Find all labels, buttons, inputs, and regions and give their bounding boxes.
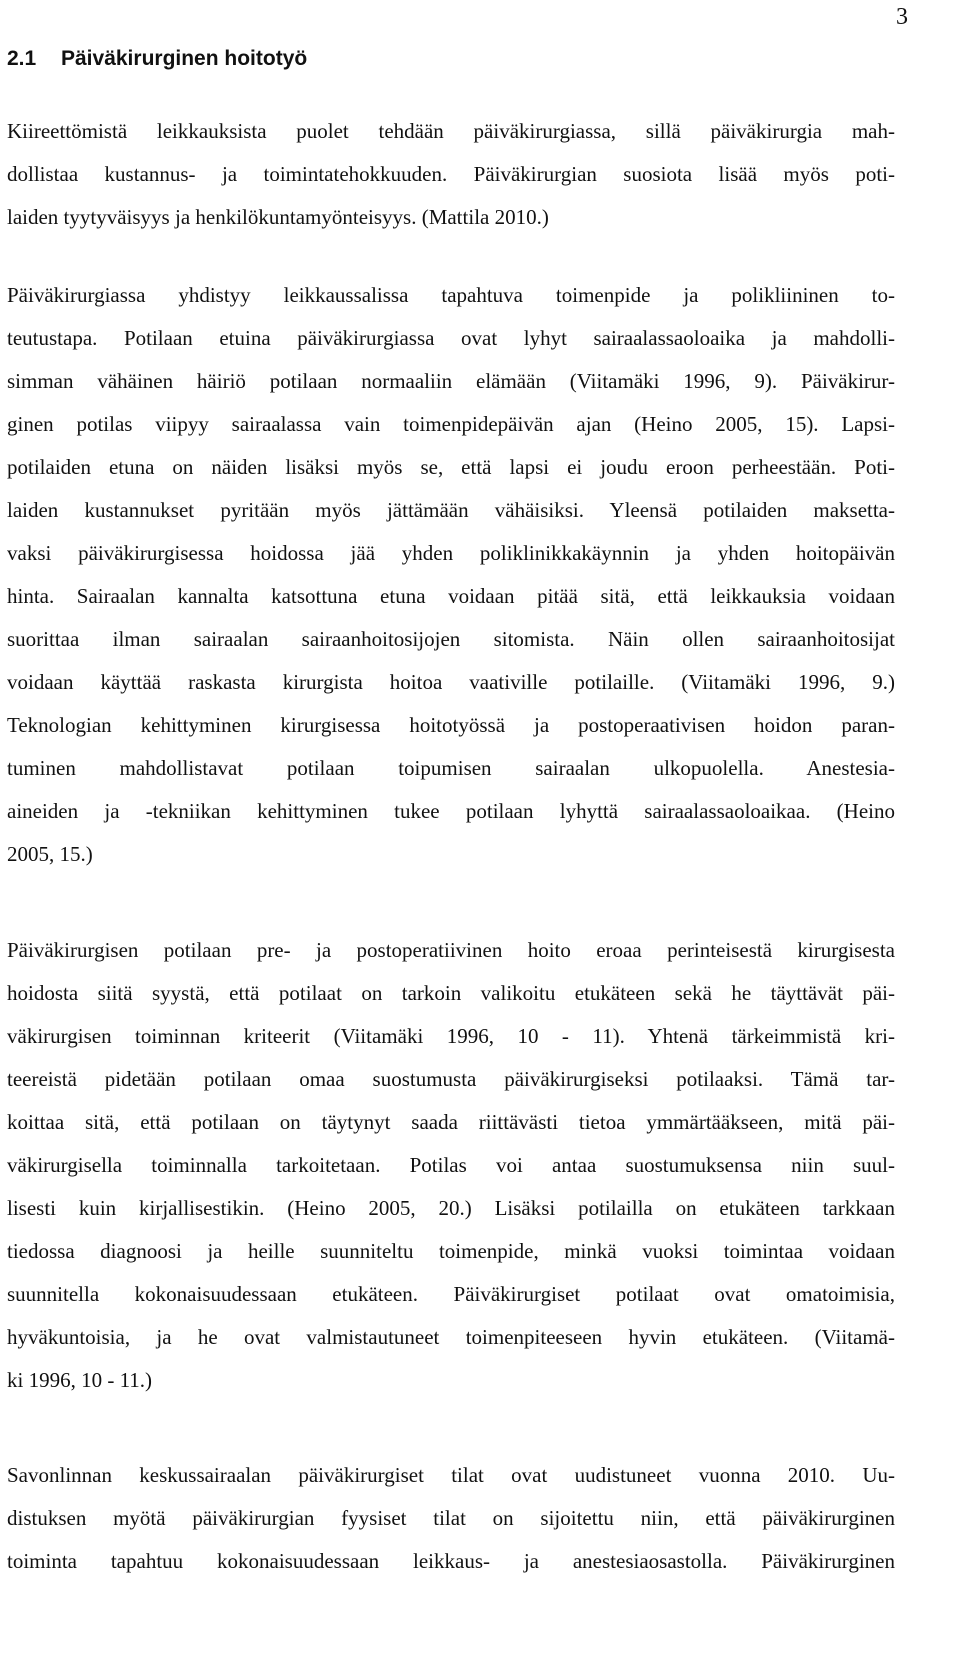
- text-line: dollistaa kustannus- ja toimintatehokkuuden. Päiväkirurgian suosiota lisää myös poti-: [7, 162, 895, 186]
- page-number: 3: [896, 4, 908, 30]
- text-line: distuksen myötä päiväkirurgian fyysiset tilat on sijoitettu niin, että päiväkirurginen: [7, 1506, 895, 1530]
- text-line: koittaa sitä, että potilaan on täytynyt saada riittävästi tietoa ymmärtääkseen, mitä päi-: [7, 1110, 895, 1134]
- text-line: suunnitella kokonaisuudessaan etukäteen. Päiväkirurgiset potilaat ovat omatoimisia,: [7, 1282, 895, 1306]
- text-line: Kiireettömistä leikkauksista puolet tehdään päiväkirurgiassa, sillä päiväkirurgia mah-: [7, 119, 895, 143]
- text-line: Päiväkirurgisen potilaan pre- ja postoperatiivinen hoito eroaa perinteisestä kirurgisesta: [7, 938, 895, 962]
- text-line: 2005, 15.): [7, 842, 93, 866]
- text-line: aineiden ja -tekniikan kehittyminen tukee potilaan lyhyttä sairaalassaoloaikaa. (Heino: [7, 799, 895, 823]
- text-line: lisesti kuin kirjallisestikin. (Heino 2005, 20.) Lisäksi potilailla on etukäteen tarkkaan: [7, 1196, 895, 1220]
- text-line: hinta. Sairaalan kannalta katsottuna etuna voidaan pitää sitä, että leikkauksia voidaan: [7, 584, 895, 608]
- text-line: ginen potilas viipyy sairaalassa vain toimenpidepäivän ajan (Heino 2005, 15). Lapsi-: [7, 412, 895, 436]
- paragraph-1: [7, 110, 895, 239]
- section-title: Päiväkirurginen hoitotyö: [61, 47, 308, 70]
- paragraph-3: [7, 929, 895, 1402]
- text-line: väkirurgisen toiminnan kriteerit (Viitamäki 1996, 10 - 11). Yhtenä tärkeimmistä kri-: [7, 1024, 895, 1048]
- text-line: Päiväkirurgiassa yhdistyy leikkaussalissa tapahtuva toimenpide ja polikliininen to-: [7, 283, 895, 307]
- section-heading: [7, 44, 307, 74]
- text-line: väkirurgisella toiminnalla tarkoitetaan. Potilas voi antaa suostumuksensa niin suul-: [7, 1153, 895, 1177]
- paragraph-2: [7, 274, 895, 876]
- text-line: hoidosta siitä syystä, että potilaat on tarkoin valikoitu etukäteen sekä he täyttävät päi-: [7, 981, 895, 1005]
- text-line: Savonlinnan keskussairaalan päiväkirurgiset tilat ovat uudistuneet vuonna 2010. Uu-: [7, 1463, 895, 1487]
- text-line: teereistä pidetään potilaan omaa suostumusta päiväkirurgiseksi potilaaksi. Tämä tar-: [7, 1067, 895, 1091]
- text-line: ki 1996, 10 - 11.): [7, 1368, 153, 1392]
- text-line: potilaiden etuna on näiden lisäksi myös se, että lapsi ei joudu eroon perheestään. Poti-: [7, 455, 895, 479]
- section-number: 2.1: [7, 47, 37, 70]
- text-line: tiedossa diagnoosi ja heille suunniteltu toimenpide, minkä vuoksi toimintaa voidaan: [7, 1239, 895, 1263]
- text-line: toiminta tapahtuu kokonaisuudessaan leikkaus- ja anestesiaosastolla. Päiväkirurginen: [7, 1549, 895, 1573]
- text-line: Teknologian kehittyminen kirurgisessa hoitotyössä ja postoperaativisen hoidon paran-: [7, 713, 895, 737]
- text-line: hyväkuntoisia, ja he ovat valmistautuneet toimenpiteeseen hyvin etukäteen. (Viitamä-: [7, 1325, 895, 1349]
- paragraph-4: [7, 1454, 895, 1583]
- text-line: suorittaa ilman sairaalan sairaanhoitosijojen sitomista. Näin ollen sairaanhoitosijat: [7, 627, 895, 651]
- text-line: teutustapa. Potilaan etuina päiväkirurgiassa ovat lyhyt sairaalassaoloaika ja mahdolli-: [7, 326, 895, 350]
- text-line: voidaan käyttää raskasta kirurgista hoitoa vaativille potilaille. (Viitamäki 1996, 9.): [7, 670, 895, 694]
- text-line: tuminen mahdollistavat potilaan toipumisen sairaalan ulkopuolella. Anestesia-: [7, 756, 895, 780]
- text-line: laiden tyytyväisyys ja henkilökuntamyönteisyys. (Mattila 2010.): [7, 205, 549, 229]
- text-line: vaksi päiväkirurgisessa hoidossa jää yhden poliklinikkakäynnin ja yhden hoitopäivän: [7, 541, 895, 565]
- text-line: simman vähäinen häiriö potilaan normaaliin elämään (Viitamäki 1996, 9). Päiväkirur-: [7, 369, 895, 393]
- text-line: laiden kustannukset pyritään myös jättämään vähäisiksi. Yleensä potilaiden maksetta-: [7, 498, 895, 522]
